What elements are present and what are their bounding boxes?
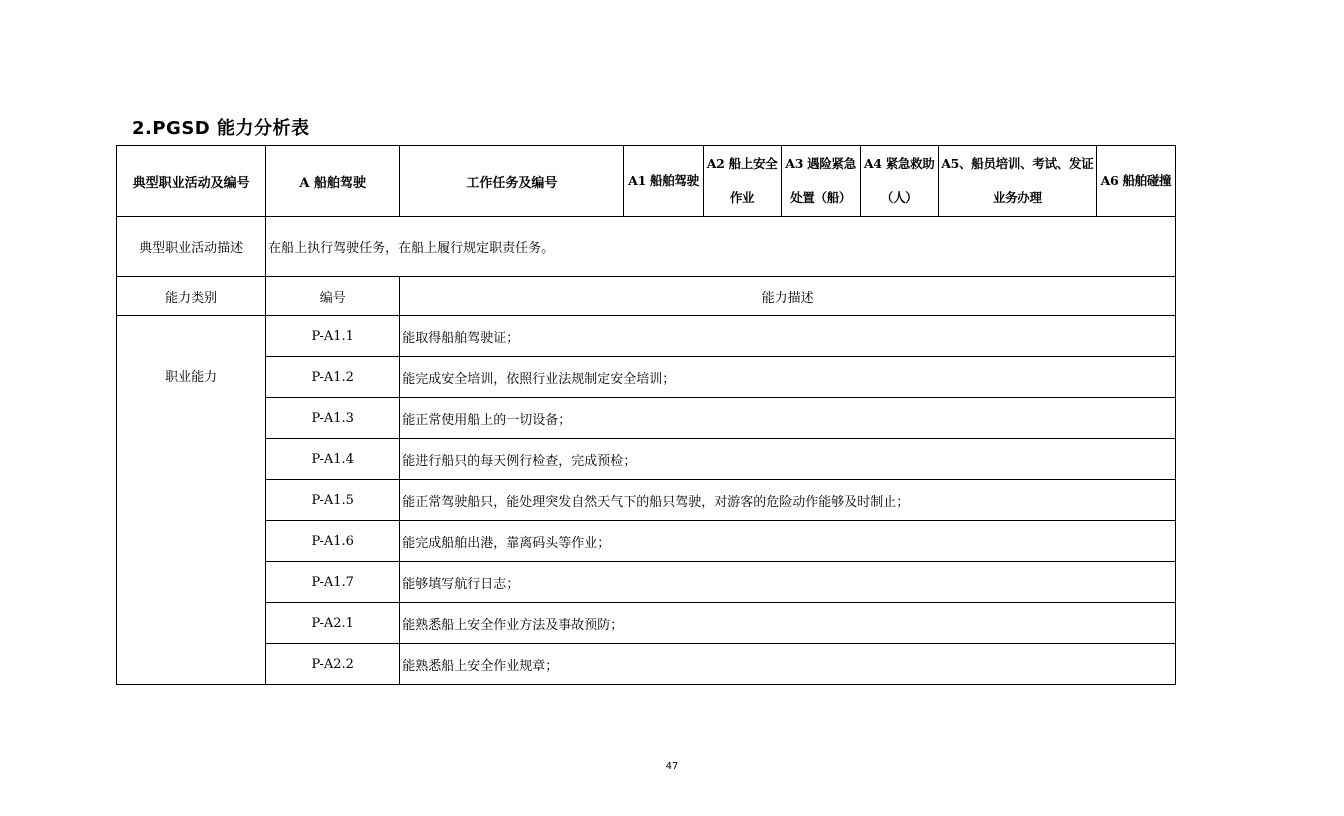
capability-text-cell: 能完成船舶出港，靠离码头等作业； bbox=[400, 521, 1176, 562]
capability-code-cell: P-A1.4 bbox=[266, 439, 400, 480]
task-cell-a3: A3 遇险紧急处置（船） bbox=[781, 146, 860, 217]
capability-text-cell: 能够填写航行日志； bbox=[400, 562, 1176, 603]
capability-text-cell: 能熟悉船上安全作业规章； bbox=[400, 644, 1176, 685]
task-cell-a6: A6 船舶碰撞 bbox=[1096, 146, 1175, 217]
table-row bbox=[117, 562, 1176, 603]
task-cell-a4: A4 紧急救助（人） bbox=[860, 146, 938, 217]
description-row bbox=[117, 217, 1176, 277]
capability-code-cell: P-A1.2 bbox=[266, 357, 400, 398]
table-row bbox=[117, 480, 1176, 521]
task-label-cell: 工作任务及编号 bbox=[400, 146, 624, 217]
capability-code-cell: P-A2.2 bbox=[266, 644, 400, 685]
table-row bbox=[117, 316, 1176, 357]
page-number: 47 bbox=[665, 761, 679, 772]
header-row bbox=[117, 146, 1176, 217]
code-column-header: 编号 bbox=[266, 277, 400, 316]
task-cell-a1: A1 船舶驾驶 bbox=[624, 146, 703, 217]
capability-code-cell: P-A1.6 bbox=[266, 521, 400, 562]
table-row bbox=[117, 439, 1176, 480]
capability-code-cell: P-A1.1 bbox=[266, 316, 400, 357]
capability-text-cell: 能熟悉船上安全作业方法及事故预防； bbox=[400, 603, 1176, 644]
capability-text-cell: 能完成安全培训，依照行业法规制定安全培训； bbox=[400, 357, 1176, 398]
table-row bbox=[117, 357, 1176, 398]
task-cell-a5: A5、船员培训、考试、发证业务办理 bbox=[938, 146, 1096, 217]
description-label-cell: 典型职业活动描述 bbox=[117, 217, 266, 277]
capability-text-cell: 能正常驾驶船只，能处理突发自然天气下的船只驾驶，对游客的危险动作能够及时制止； bbox=[400, 480, 1176, 521]
table-row bbox=[117, 644, 1176, 685]
column-header-row bbox=[117, 277, 1176, 316]
capability-code-cell: P-A1.7 bbox=[266, 562, 400, 603]
capability-analysis-table bbox=[116, 145, 1176, 685]
capability-text-cell: 能取得船舶驾驶证； bbox=[400, 316, 1176, 357]
category-name-cell: 职业能力 bbox=[117, 316, 266, 685]
activity-label-cell: 典型职业活动及编号 bbox=[117, 146, 266, 217]
task-cell-a2: A2 船上安全作业 bbox=[703, 146, 781, 217]
capability-code-cell: P-A1.5 bbox=[266, 480, 400, 521]
description-text-cell: 在船上执行驾驶任务，在船上履行规定职责任务。 bbox=[266, 217, 1176, 277]
activity-value-cell: A 船舶驾驶 bbox=[266, 146, 400, 217]
section-heading: 2.PGSD 能力分析表 bbox=[132, 118, 310, 139]
table-row bbox=[117, 521, 1176, 562]
capability-code-cell: P-A1.3 bbox=[266, 398, 400, 439]
capability-text-cell: 能进行船只的每天例行检查，完成预检； bbox=[400, 439, 1176, 480]
description-column-header: 能力描述 bbox=[400, 277, 1176, 316]
category-column-header: 能力类别 bbox=[117, 277, 266, 316]
table-row bbox=[117, 398, 1176, 439]
table-row bbox=[117, 603, 1176, 644]
capability-code-cell: P-A2.1 bbox=[266, 603, 400, 644]
capability-text-cell: 能正常使用船上的一切设备； bbox=[400, 398, 1176, 439]
